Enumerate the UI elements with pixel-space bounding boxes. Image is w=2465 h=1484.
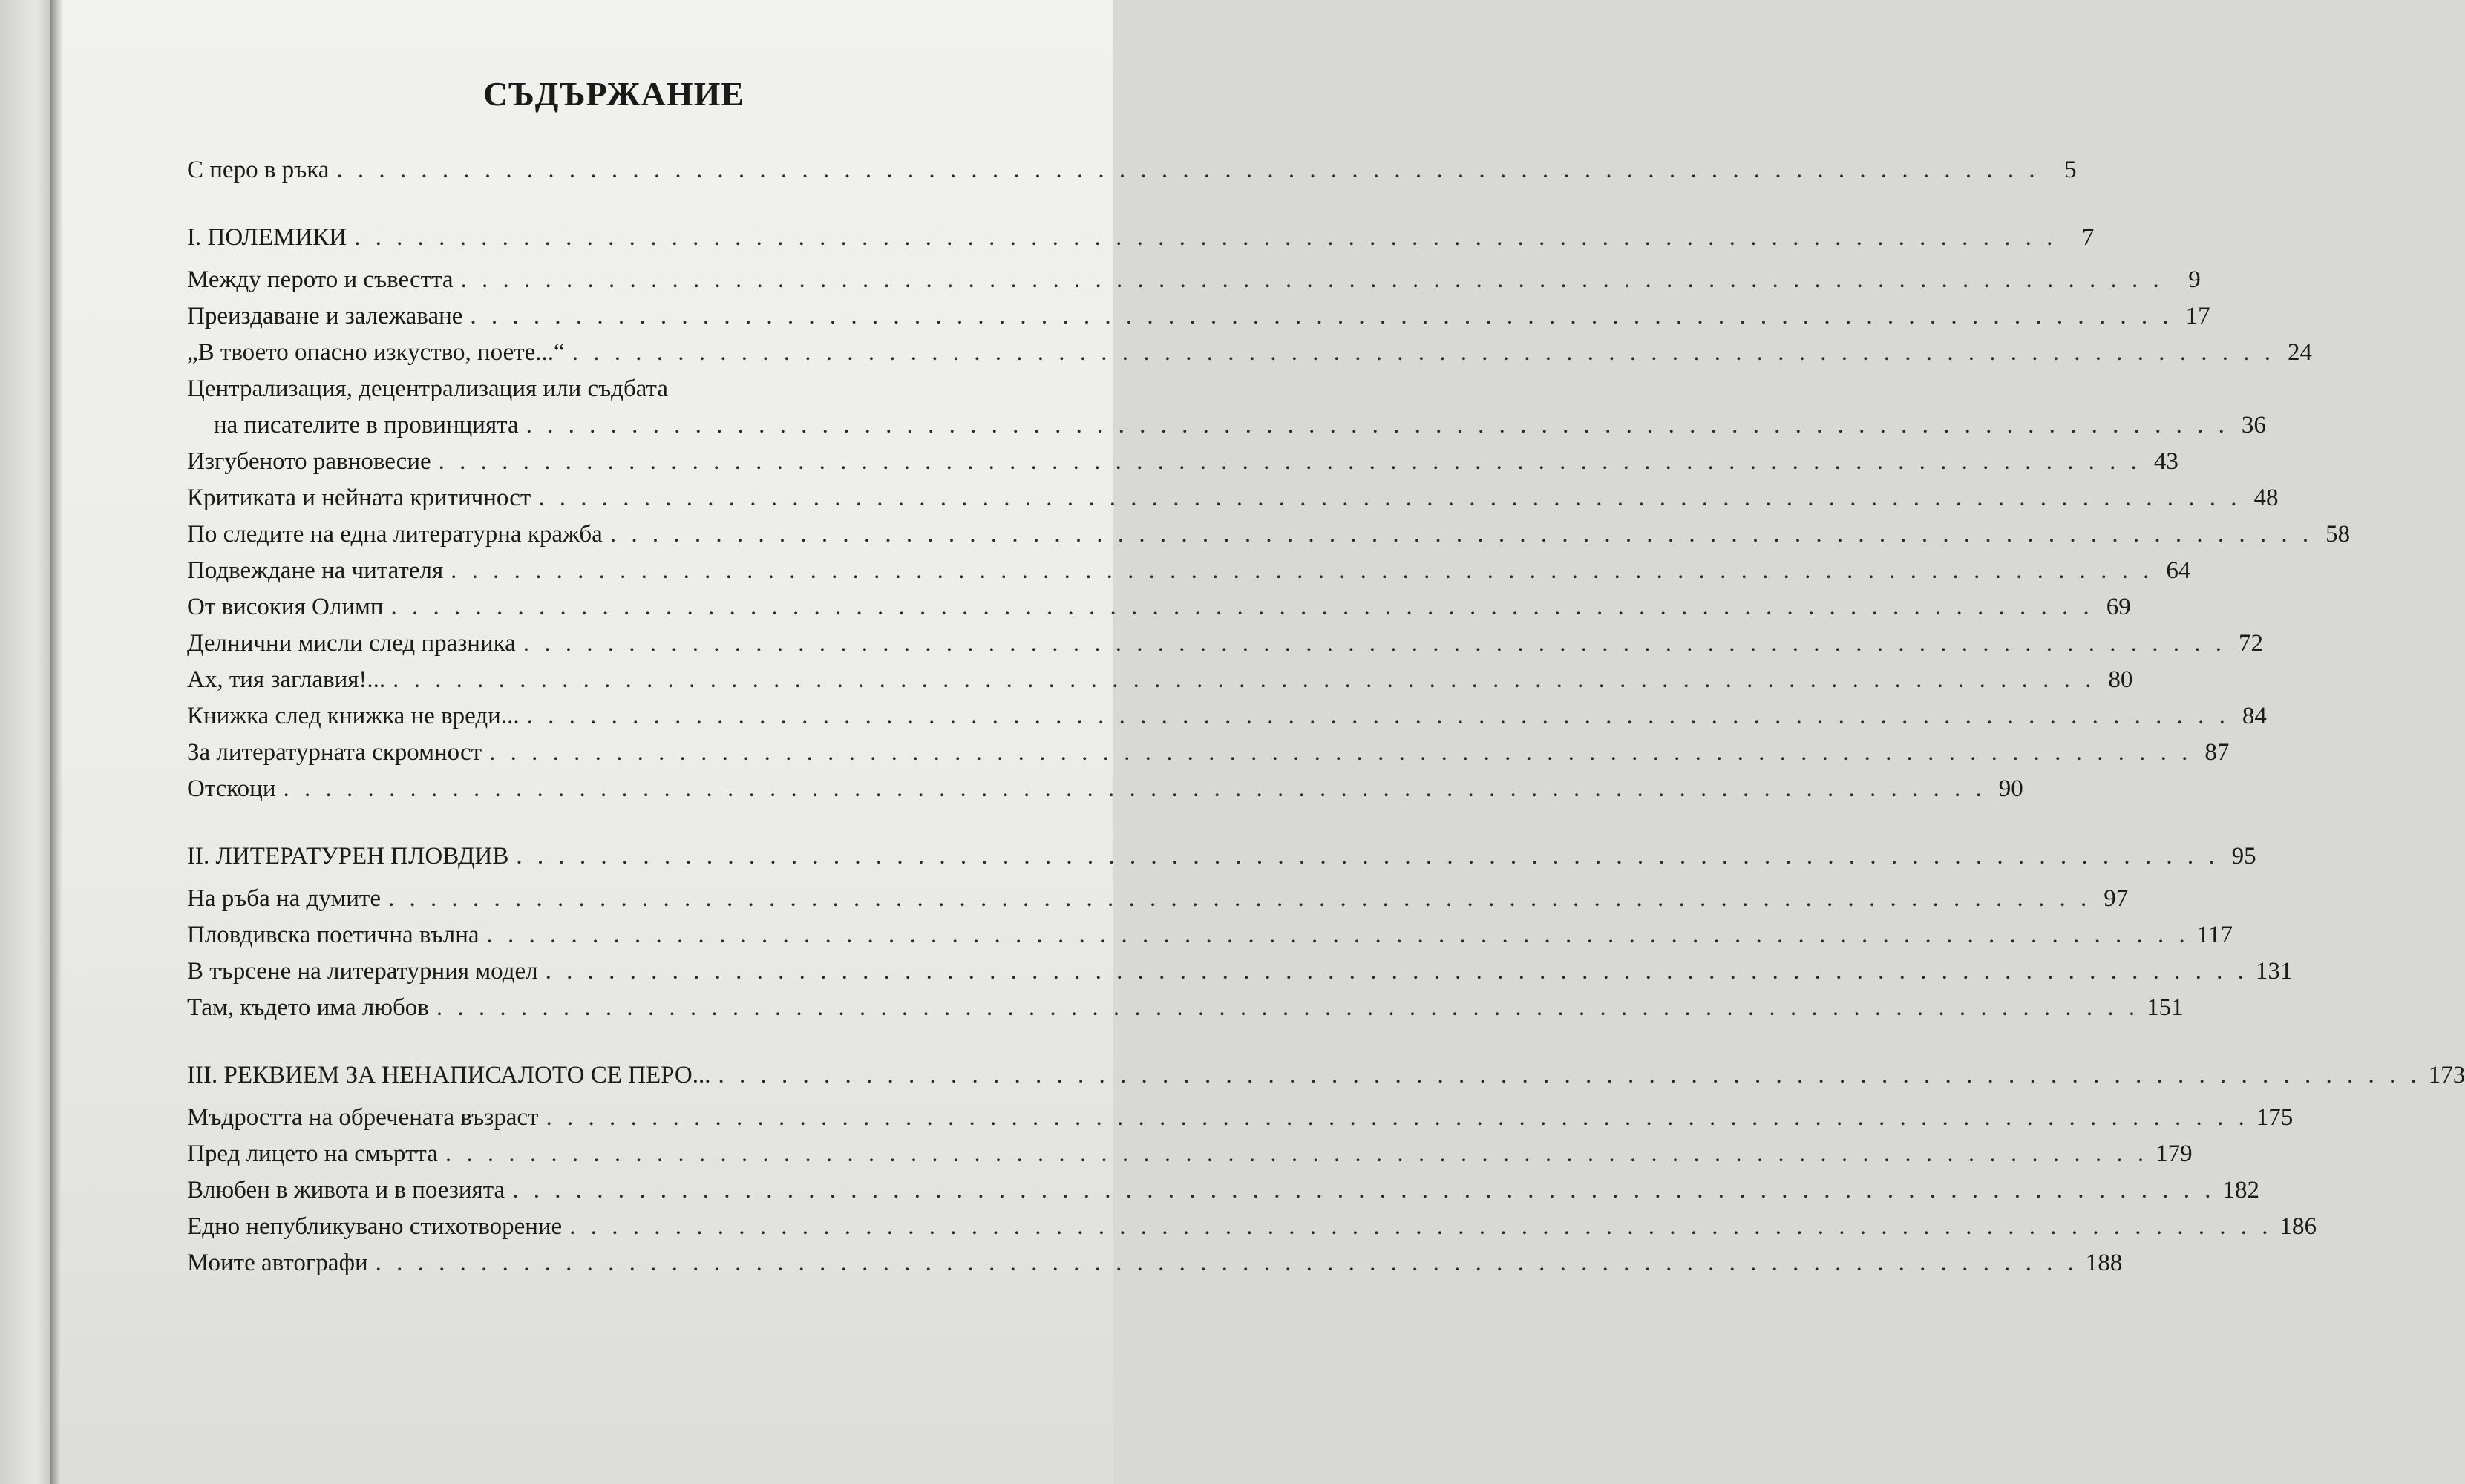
toc-entry-title: По следите на една литературна кражба (187, 521, 603, 548)
toc-section-1 (187, 220, 2095, 256)
table-of-contents (187, 74, 2465, 1281)
dot-leader: . . . . . . . . . . . . . . . . . . . . . . . . . . . . . . . . . . . . . . . . . . . . . . . . . . . . . . . . . . . . . . . . . . . . . . . . . . . . . . . . . (545, 958, 2248, 985)
toc-entry (187, 1172, 2259, 1209)
toc-entry (187, 262, 2201, 298)
toc-entry (187, 1245, 2123, 1281)
toc-entry-title: С перо в ръка (187, 157, 330, 183)
toc-entry (187, 553, 2191, 589)
toc-entry (187, 1136, 2193, 1172)
toc-section-2 (187, 838, 2256, 875)
dot-leader: . . . . . . . . . . . . . . . . . . . . . . . . . . . . . . . . . . . . . . . . . . . . . . . . . . . . . . . . . . . . . . . . . . . . . . . . . . . . . . . . . (436, 994, 2140, 1021)
section-heading: I. ПОЛЕМИКИ (187, 224, 347, 251)
page-number: 84 (2242, 703, 2267, 729)
dot-leader: . . . . . . . . . . . . . . . . . . . . . . . . . . . . . . . . . . . . . . . . . . . . . . . . . . . . . . . . . . . . . . . . . . . . . . . . . . . . . . . . . (460, 266, 2164, 293)
dot-leader: . . . . . . . . . . . . . . . . . . . . . . . . . . . . . . . . . . . . . . . . . . . . . . . . . . . . . . . . . . . . . . . . . . . . . . . . . . . . . . . . . (523, 630, 2227, 657)
page-number: 117 (2196, 922, 2233, 948)
page-number: 188 (2085, 1250, 2123, 1276)
toc-entry-title: Делнични мисли след празника (187, 630, 516, 657)
book-spine (50, 0, 62, 1484)
toc-entry (187, 298, 2210, 335)
page-number: 64 (2166, 557, 2191, 584)
dot-leader: . . . . . . . . . . . . . . . . . . . . . . . . . . . . . . . . . . . . . . . . . . . . . . . . . . . . . . . . . . . . . . . . . . . . . . . . . . . . . . . . . (451, 557, 2154, 584)
toc-entry (187, 953, 2293, 990)
page-number: 43 (2153, 448, 2178, 475)
toc-entry-title: От високия Олимп (187, 594, 384, 620)
page-number: 80 (2108, 666, 2133, 693)
page-number: 173 (2428, 1062, 2465, 1089)
dot-leader: . . . . . . . . . . . . . . . . . . . . . . . . . . . . . . . . . . . . . . . . . . . . . . . . . . . . . . . . . . . . . . . . . . . . . . . . . . . . . . . . . (388, 885, 2092, 912)
toc-entry (187, 1209, 2317, 1245)
dot-leader: . . . . . . . . . . . . . . . . . . . . . . . . . . . . . . . . . . . . . . . . . . . . . . . . . . . . . . . . . . . . . . . . . . . . . . . . . . . . . . . . . (569, 1213, 2273, 1240)
page-number: 90 (1998, 775, 2023, 802)
toc-entry-title: В търсене на литературния модел (187, 958, 538, 985)
page-number: 5 (2064, 157, 2077, 183)
dot-leader: . . . . . . . . . . . . . . . . . . . . . . . . . . . . . . . . . . . . . . . . . . . . . . . . . . . . . . . . . . . . . . . . . . . . . . . . . . . . . . . . . (572, 339, 2275, 366)
toc-entry (187, 589, 2131, 626)
book-page (62, 0, 2465, 1484)
toc-entry (187, 698, 2267, 735)
page-number: 72 (2239, 630, 2264, 657)
page-number: 186 (2279, 1213, 2317, 1240)
page-number: 151 (2147, 994, 2184, 1021)
toc-entry-title: Книжка след книжка не вреди... (187, 703, 520, 729)
dot-leader: . . . . . . . . . . . . . . . . . . . . . . . . . . . . . . . . . . . . . . . . . . . . . . . . . . . . . . . . . . . . . . . . . . . . . . . . . . . . . . . . . (538, 485, 2242, 511)
page-number: 9 (2188, 266, 2201, 293)
toc-entry-title: Мъдростта на обречената възраст (187, 1104, 539, 1131)
toc-entry-title: Отскоци (187, 775, 276, 802)
dot-leader: . . . . . . . . . . . . . . . . . . . . . . . . . . . . . . . . . . . . . . . . . . . . . . . . . . . . . . . . . . . . . . . . . . . . . . . . . . . . . . . . . (283, 775, 1986, 802)
toc-entry-title: Изгубеното равновесие (187, 448, 431, 475)
dot-leader: . . . . . . . . . . . . . . . . . . . . . . . . . . . . . . . . . . . . . . . . . . . . . . . . . . . . . . . . . . . . . . . . . . . . . . . . . . . . . . . . . (486, 922, 2190, 948)
toc-entry-title: Преиздаване и залежаване (187, 303, 463, 329)
toc-entry (187, 626, 2264, 662)
toc-entry-title: Моите автографи (187, 1250, 368, 1276)
toc-entry (187, 516, 2351, 553)
toc-entry-title: Централизация, децентрализация или съдбата (187, 375, 669, 402)
dot-leader: . . . . . . . . . . . . . . . . . . . . . . . . . . . . . . . . . . . . . . . . . . . . . . . . . . . . . . . . . . . . . . . . . . . . . . . . . . . . . . . . . (390, 594, 2094, 620)
toc-entry-title: Пред лицето на смъртта (187, 1140, 438, 1167)
toc-entry (187, 371, 2266, 444)
toc-entry (187, 917, 2233, 953)
toc-entry-title-continued: на писателите в провинцията (214, 412, 519, 439)
dot-leader: . . . . . . . . . . . . . . . . . . . . . . . . . . . . . . . . . . . . . . . . . . . . . . . . . . . . . . . . . . . . . . . . . . . . . . . . . . . . . . . . . (354, 224, 2058, 251)
toc-entry-title: Едно непубликувано стихотворение (187, 1213, 563, 1240)
toc-entry (187, 735, 2230, 771)
toc-entry (187, 771, 2023, 807)
toc-entry (187, 990, 2184, 1026)
page-number: 179 (2155, 1140, 2193, 1167)
dot-leader: . . . . . . . . . . . . . . . . . . . . . . . . . . . . . . . . . . . . . . . . . . . . . . . . . . . . . . . . . . . . . . . . . . . . . . . . . . . . . . . . . (393, 666, 2096, 693)
page-number: 87 (2204, 739, 2230, 766)
page-number: 131 (2255, 958, 2293, 985)
toc-entry-title: Там, където има любов (187, 994, 429, 1021)
dot-leader: . . . . . . . . . . . . . . . . . . . . . . . . . . . . . . . . . . . . . . . . . . . . . . . . . . . . . . . . . . . . . . . . . . . . . . . . . . . . . . . . . (526, 703, 2230, 729)
page-number: 17 (2185, 303, 2210, 329)
dot-leader: . . . . . . . . . . . . . . . . . . . . . . . . . . . . . . . . . . . . . . . . . . . . . . . . . . . . . . . . . . . . . . . . . . . . . . . . . . . . . . . . . (336, 157, 2040, 183)
page-number: 58 (2325, 521, 2351, 548)
dot-leader: . . . . . . . . . . . . . . . . . . . . . . . . . . . . . . . . . . . . . . . . . . . . . . . . . . . . . . . . . . . . . . . . . . . . . . . . . . . . . . . . . (546, 1104, 2249, 1131)
section-heading: II. ЛИТЕРАТУРЕН ПЛОВДИВ (187, 843, 509, 870)
toc-entry-title: На ръба на думите (187, 885, 382, 912)
toc-entry-title: Пловдивска поетична вълна (187, 922, 479, 948)
toc-entry (187, 480, 2279, 516)
toc-entry (187, 881, 2129, 917)
page-number: 97 (2104, 885, 2129, 912)
page-number: 36 (2241, 412, 2266, 439)
dot-leader: . . . . . . . . . . . . . . . . . . . . . . . . . . . . . . . . . . . . . . . . . . . . . . . . . . . . . . . . . . . . . . . . . . . . . . . . . . . . . . . . . (438, 448, 2141, 475)
toc-entry-title: „В твоето опасно изкуство, поете...“ (187, 339, 565, 366)
page-number: 95 (2231, 843, 2256, 870)
page-title: СЪДЪРЖАНИЕ (482, 75, 745, 113)
toc-entry-title: Подвеждане на читателя (187, 557, 444, 584)
toc-entry (187, 1100, 2294, 1136)
page-number: 7 (2081, 224, 2095, 251)
toc-entries (187, 152, 2465, 1281)
page-number: 48 (2253, 485, 2279, 511)
page-number: 24 (2287, 339, 2312, 366)
dot-leader: . . . . . . . . . . . . . . . . . . . . . . . . . . . . . . . . . . . . . . . . . . . . . . . . . . . . . . . . . . . . . . . . . . . . . . . . . . . . . . . . . (489, 739, 2193, 766)
toc-entry (187, 662, 2133, 698)
toc-entry (187, 335, 2312, 371)
toc-entry-intro (187, 152, 2077, 188)
toc-entry-title: Между перото и съвестта (187, 266, 454, 293)
dot-leader: . . . . . . . . . . . . . . . . . . . . . . . . . . . . . . . . . . . . . . . . . . . . . . . . . . . . . . . . . . . . . . . . . . . . . . . . . . . . . . . . . (375, 1250, 2078, 1276)
toc-section-3 (187, 1057, 2465, 1094)
toc-entry-title: Влюбен в живота и в поезията (187, 1177, 505, 1204)
toc-entry-title: За литературната скромност (187, 739, 482, 766)
page-number: 69 (2106, 594, 2131, 620)
dot-leader: . . . . . . . . . . . . . . . . . . . . . . . . . . . . . . . . . . . . . . . . . . . . . . . . . . . . . . . . . . . . . . . . . . . . . . . . . . . . . . . . . (516, 843, 2219, 870)
dot-leader: . . . . . . . . . . . . . . . . . . . . . . . . . . . . . . . . . . . . . . . . . . . . . . . . . . . . . . . . . . . . . . . . . . . . . . . . . . . . . . . . . (609, 521, 2314, 548)
section-heading: III. РЕКВИЕМ ЗА НЕНАПИСАЛОТО СЕ ПЕРО... (187, 1062, 711, 1089)
toc-entry-title: Критиката и нейната критичност (187, 485, 531, 511)
dot-leader: . . . . . . . . . . . . . . . . . . . . . . . . . . . . . . . . . . . . . . . . . . . . . . . . . . . . . . . . . . . . . . . . . . . . . . . . . . . . . . . . . (445, 1140, 2149, 1167)
dot-leader: . . . . . . . . . . . . . . . . . . . . . . . . . . . . . . . . . . . . . . . . . . . . . . . . . . . . . . . . . . . . . . . . . . . . . . . . . . . . . . . . . (526, 412, 2229, 439)
page-number: 175 (2256, 1104, 2294, 1131)
toc-entry (187, 444, 2178, 480)
dot-leader: . . . . . . . . . . . . . . . . . . . . . . . . . . . . . . . . . . . . . . . . . . . . . . . . . . . . . . . . . . . . . . . . . . . . . . . . . . . . . . . . . (470, 303, 2173, 329)
toc-entry-text (187, 371, 2266, 444)
dot-leader: . . . . . . . . . . . . . . . . . . . . . . . . . . . . . . . . . . . . . . . . . . . . . . . . . . . . . . . . . . . . . . . . . . . . . . . . . . . . . . . . . (718, 1062, 2421, 1089)
toc-entry-title: Ах, тия заглавия!... (187, 666, 386, 693)
page-number: 182 (2222, 1177, 2259, 1204)
dot-leader: . . . . . . . . . . . . . . . . . . . . . . . . . . . . . . . . . . . . . . . . . . . . . . . . . . . . . . . . . . . . . . . . . . . . . . . . . . . . . . . . . (512, 1177, 2216, 1204)
